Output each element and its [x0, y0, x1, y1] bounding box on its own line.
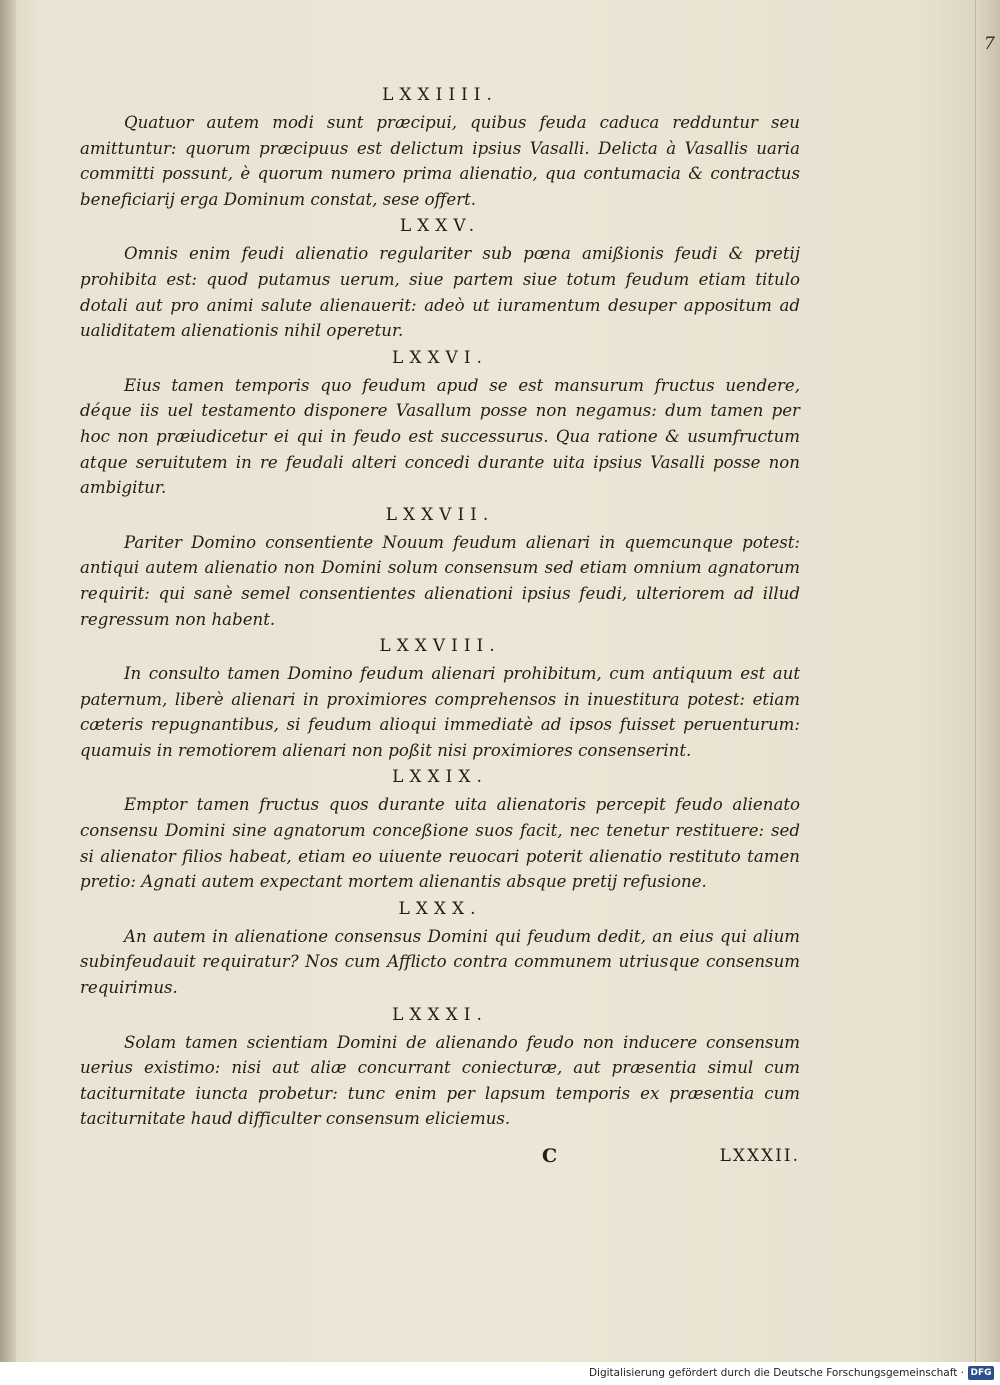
section-heading: LXXIIII. — [382, 85, 498, 105]
section-paragraph: In consulto tamen Domino feudum alienari prohibitum, cum antiquum est aut paternum, liberè alienari in proximiores comprehensos in inuestitura potest: etiam cæteris repugnantibus, si feudum alioqui immediatè ad ipsos fuisset peruenturum: quamuis in remotiorem alienari non poßit nisi proximiores consenserint. — [80, 664, 800, 760]
section-paragraph: Omnis enim feudi alienatio regulariter sub pœna amißionis feudi & pretij prohibita est: quod putamus uerum, siue partem siue totum feudum etiam titulo dotali aut pro animi salute alienauerit: adeò ut iuramentum desuper appositum ad ualiditatem alienationis nihil operetur. — [80, 244, 800, 341]
section-paragraph: An autem in alienatione consensus Domini qui feudum dedit, an eius qui alium subinfeudauit requiratur? Nos cum Afflicto contra communem utriusque consensum requirimus. — [80, 926, 800, 998]
section-paragraph: Solam tamen scientiam Domini de alienando feudo non inducere consensum uerius existimo: nisi aut aliæ concurrant coniecturæ, aut præsentia simul cum taciturnitate iuncta probetur: tunc enim per lapsum temporis ex præsentia cum taciturnitate haud difficulter consensum eliciemus. — [80, 1032, 800, 1129]
section-paragraph: Pariter Domino consentiente Nouum feudum alienari in quemcunque potest: antiqui autem alienatio non Domini solum consensum sed etiam omnium agnatorum requirit: qui sanè semel consentientes alienationi ipsius feudi, ulteriorem ad illud regressum non habent. — [80, 532, 800, 629]
section-heading: LXXV. — [399, 216, 481, 237]
section-paragraph: Eius tamen temporis quo feudum apud se est mansurum fructus uendere, déque iis uel testamento disponere Vasallum posse non negamus: dum tamen per hoc non præiudicetur ei qui in feudo est successurus. Qua ratione & usumfructum atque seruitutem in re feudali alteri concedi durante uita ipsius Vasalli posse non ambigitur. — [80, 375, 800, 498]
section-paragraph: Quatuor autem modi sunt præcipui, quibus feuda caduca redduntur seu amittuntur: quorum præcipuus est delictum ipsius Vasalli. Delicta à Vasallis uaria committi possunt, è quorum numero prima alienatio, qua contumacia & contractus beneficiarij erga Dominum constat, sese offert. — [80, 113, 800, 209]
page-text — [80, 84, 800, 1178]
catchword: LXXXII. — [719, 1146, 800, 1166]
section-heading: LXXVI. — [392, 347, 488, 368]
section-heading: LXXVIII. — [379, 636, 501, 657]
section-heading: LXXXI. — [392, 1004, 488, 1025]
signature-mark: C — [542, 1145, 558, 1167]
page-edge — [975, 0, 1000, 1362]
section-heading: LXXVII. — [385, 504, 495, 525]
dfg-logo-icon: DFG — [968, 1366, 994, 1380]
section-paragraph: Emptor tamen fructus quos durante uita alienatoris percepit feudo alienato consensu Domini sine agnatorum conceßione suos facit, nec tenetur restituere: sed si alienator filios habeat, etiam eo uiuente reuocari poterit alienatio restituto tamen pretio: Agnati autem expectant mortem alienantis absque pretij refusione. — [80, 795, 800, 892]
page-number: 7 — [984, 34, 995, 54]
section-heading: LXXX. — [398, 898, 482, 919]
funding-credit: Digitalisierung gefördert durch die Deutsche Forschungsgemeinschaft · — [588, 1367, 964, 1379]
section-heading: LXXIX. — [392, 767, 488, 788]
page-footer-line — [80, 1144, 800, 1178]
page-gutter — [0, 0, 16, 1362]
digitization-footer — [0, 1362, 1000, 1385]
